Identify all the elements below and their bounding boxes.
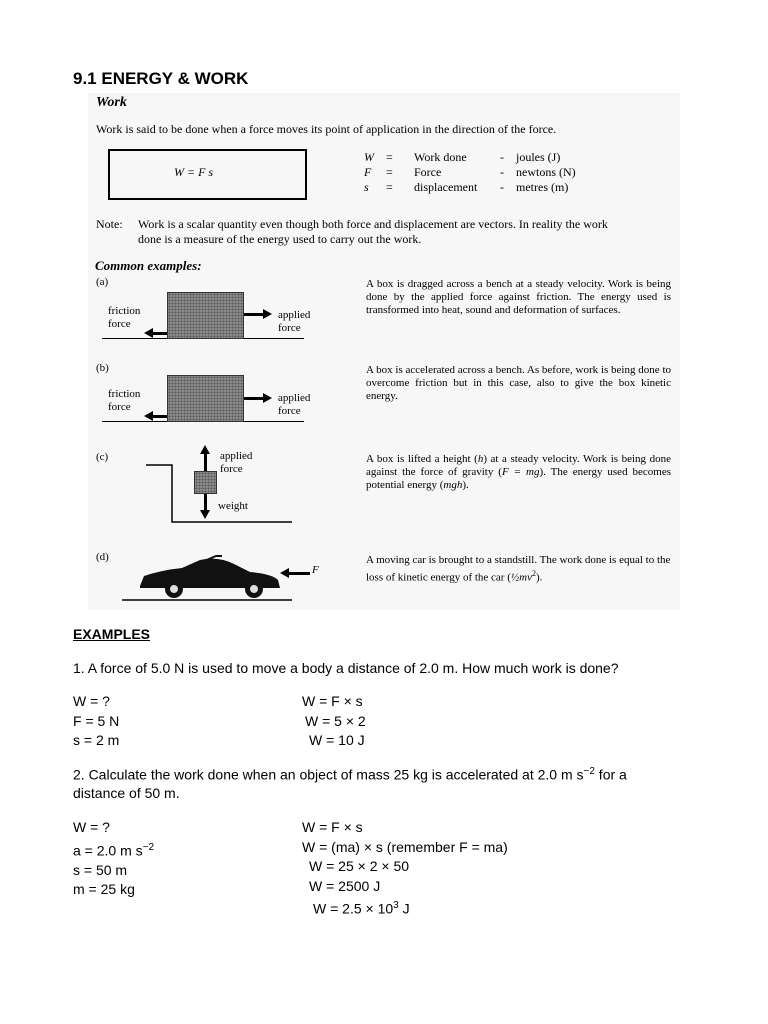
- work-heading: Work: [96, 95, 127, 110]
- label-a: (a): [96, 276, 109, 288]
- given-text: a = 2.0 m s: [73, 842, 143, 859]
- working-line: W = F × s: [302, 819, 363, 835]
- force-text: force: [108, 401, 131, 413]
- box-c: [194, 471, 217, 494]
- dash: -: [500, 165, 504, 179]
- text-part: ) at a steady velocity. Work is being done against the force of gravity (: [366, 453, 671, 478]
- weight-down-arrow-icon: [200, 510, 210, 519]
- given-line: F = 5 N: [73, 712, 120, 729]
- common-examples-heading: Common examples:: [95, 258, 202, 273]
- text-part: ).: [535, 571, 543, 584]
- working-text: W = 2.5 × 10: [313, 900, 394, 917]
- equals: =: [386, 165, 393, 179]
- applied-text: applied: [278, 392, 311, 404]
- box-a: [167, 292, 244, 339]
- formula-text: W = F s: [174, 165, 214, 179]
- page-title: 9.1 ENERGY & WORK: [73, 69, 249, 88]
- given-line: s = 50 m: [73, 861, 128, 878]
- text-c: [366, 453, 671, 492]
- friction-arrow-shaft: [152, 415, 167, 418]
- text-a: A box is dragged across a bench at a steady velocity. Work is being done by the applied force against friction. The energy used is transformed into heat, sound and deformation of surfaces.: [366, 278, 671, 316]
- equals: =: [386, 180, 393, 194]
- symbol: s: [364, 180, 369, 194]
- text-part: mgh: [443, 479, 463, 491]
- question-1: 1. A force of 5.0 N is used to move a body a distance of 2.0 m. How much work is done?: [73, 660, 619, 676]
- applied-text: applied: [220, 450, 253, 462]
- given-line: s = 2 m: [73, 732, 120, 748]
- applied-label-a: [278, 309, 310, 335]
- text-b: A box is accelerated across a bench. As before, work is being done to overcome friction but in this case, also to give the box kinetic energy.: [366, 364, 671, 402]
- applied-up-shaft: [204, 453, 207, 471]
- symbol-row: [364, 180, 576, 195]
- text-part: ½mv: [510, 571, 532, 584]
- label-b: (b): [96, 362, 109, 374]
- text-part: A moving car is brought to a standstill. The work done is equal to the loss of kinetic energy of the car (: [366, 554, 671, 584]
- dash: -: [500, 150, 504, 164]
- symbol-name: Work done: [414, 150, 467, 164]
- text-part: ). The energy used becomes potential energy (: [366, 466, 672, 491]
- q1-given: [73, 692, 119, 751]
- working-line: W = 25 × 2 × 50: [309, 858, 410, 874]
- weight-label: weight: [218, 500, 248, 512]
- working-text: J: [398, 900, 410, 917]
- text-part: h: [477, 453, 484, 465]
- applied-text: applied: [278, 309, 311, 321]
- friction-arrow-shaft: [152, 332, 167, 335]
- working-line: W = 2500 J: [309, 877, 381, 894]
- force-text: force: [278, 322, 301, 334]
- box-b: [167, 375, 244, 422]
- step-outline: [144, 460, 294, 528]
- symbol-unit: metres (m): [516, 180, 569, 194]
- question-text: 2. Calculate the work done when an object of mass 25 kg is accelerated at 2.0 m s: [73, 766, 584, 783]
- symbol: W: [364, 150, 374, 164]
- text-part: ).: [462, 479, 469, 491]
- force-text: force: [220, 463, 243, 475]
- symbol-unit: newtons (N): [516, 165, 576, 179]
- text-part: 2: [531, 569, 536, 578]
- symbol-row: [364, 165, 576, 180]
- applied-arrow-icon: [263, 309, 272, 319]
- friction-label-b: [108, 388, 140, 414]
- force-label-d: F: [312, 564, 319, 576]
- equals: =: [386, 150, 393, 164]
- text-part: A box is lifted a height (: [366, 453, 478, 465]
- force-text: force: [108, 318, 131, 330]
- given-line: W = ?: [73, 693, 110, 709]
- text-part: F = mg: [501, 466, 540, 478]
- friction-text: friction: [108, 388, 141, 400]
- symbol-row: [364, 150, 576, 165]
- working-line: [302, 896, 508, 919]
- superscript: −2: [583, 766, 595, 777]
- label-d: (d): [96, 551, 109, 563]
- working-line: W = 10 J: [309, 732, 365, 748]
- note-line2: done is a measure of the energy used to carry out the work.: [138, 232, 422, 246]
- superscript: −2: [142, 841, 155, 853]
- dash: -: [500, 180, 504, 194]
- given-line: m = 25 kg: [73, 881, 135, 898]
- q2-given: [73, 818, 154, 900]
- weight-shaft: [204, 494, 207, 510]
- question-text: for a: [594, 766, 627, 783]
- question-2: [73, 766, 713, 783]
- given-line: [73, 838, 154, 861]
- given-line: W = ?: [73, 819, 110, 835]
- label-c: (c): [96, 451, 109, 463]
- working-line: W = F × s: [302, 693, 363, 709]
- symbol-name: Force: [414, 165, 442, 179]
- symbols-table: [364, 150, 576, 195]
- note-label: Note:: [96, 217, 123, 231]
- text-d: [366, 554, 671, 585]
- stopping-force-shaft: [288, 572, 310, 575]
- applied-arrow-icon: [263, 393, 272, 403]
- work-definition: Work is said to be done when a force moves its point of application in the direction of the force.: [96, 122, 557, 136]
- car-icon: [122, 552, 322, 604]
- applied-label-b: [278, 392, 310, 418]
- symbol-unit: joules (J): [516, 150, 561, 164]
- question-2-line2: distance of 50 m.: [73, 785, 180, 801]
- friction-label-a: [108, 305, 140, 331]
- note-line1: Work is a scalar quantity even though both force and displacement are vectors. In reality the work: [138, 217, 608, 231]
- applied-arrow-shaft: [244, 313, 264, 316]
- symbol-name: displacement: [414, 180, 478, 194]
- superscript: 3: [393, 900, 399, 911]
- force-text: force: [278, 405, 301, 417]
- working-line: W = 5 × 2: [305, 712, 366, 729]
- q2-working: [302, 818, 508, 919]
- friction-text: friction: [108, 305, 141, 317]
- examples-heading: EXAMPLES: [73, 626, 151, 642]
- applied-label-c: [220, 450, 252, 476]
- applied-arrow-shaft: [244, 397, 264, 400]
- symbol: F: [364, 165, 372, 179]
- q1-working: [302, 692, 366, 751]
- working-line: W = (ma) × s (remember F = ma): [302, 838, 508, 855]
